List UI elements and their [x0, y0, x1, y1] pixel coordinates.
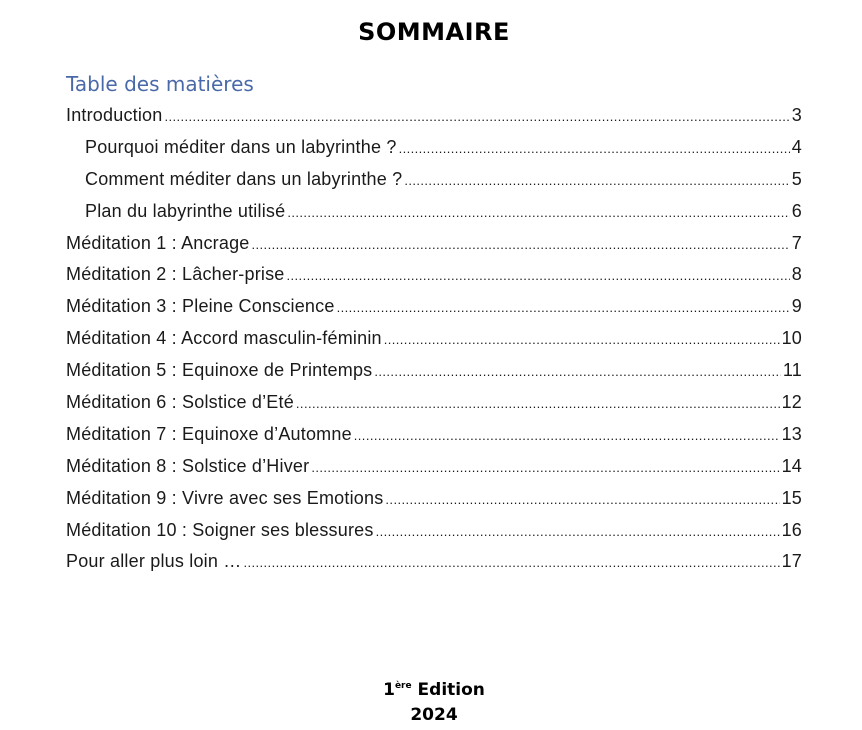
toc-entry-meditation-8[interactable] — [66, 451, 802, 483]
toc-entry-label: Pourquoi méditer dans un labyrinthe ? — [85, 136, 397, 157]
toc-entry-page: 17 — [781, 551, 802, 572]
edition-number: 1 — [383, 680, 395, 700]
toc-dot-leader — [296, 388, 780, 420]
toc-dot-leader — [376, 516, 780, 548]
toc-entry-page: 5 — [791, 168, 802, 189]
toc-entry-introduction[interactable] — [66, 100, 802, 132]
toc-entry-pourquoi[interactable] — [66, 132, 802, 164]
toc-dot-leader — [384, 324, 780, 356]
toc-dot-leader — [164, 101, 789, 133]
toc-entry-meditation-7[interactable] — [66, 419, 802, 451]
toc-entry-page: 15 — [781, 487, 802, 508]
toc-entry-meditation-2[interactable] — [66, 259, 802, 291]
toc-entry-label: Pour aller plus loin … — [66, 551, 242, 572]
toc-entry-page: 12 — [781, 392, 802, 413]
toc-entry-comment[interactable] — [66, 164, 802, 196]
toc-entry-page: 7 — [791, 232, 802, 253]
edition-year: 2024 — [410, 705, 458, 725]
toc-entry-label: Méditation 3 : Pleine Conscience — [66, 296, 335, 317]
toc-entry-label: Méditation 10 : Soigner ses blessures — [66, 519, 374, 540]
toc-entry-pour-aller-plus-loin[interactable] — [66, 546, 802, 578]
toc-dot-leader — [399, 133, 790, 165]
toc-entry-label: Méditation 6 : Solstice d’Eté — [66, 392, 294, 413]
edition-label: Edition — [417, 680, 485, 700]
toc-entry-page: 10 — [781, 328, 802, 349]
toc-heading: Table des matières — [66, 72, 254, 96]
edition-line — [0, 674, 862, 703]
toc-dot-leader — [337, 292, 790, 324]
edition-ordinal-suffix: ère — [394, 681, 412, 691]
toc-entry-page: 9 — [791, 296, 802, 317]
page-title: SOMMAIRE — [358, 18, 510, 46]
toc-dot-leader — [252, 229, 790, 261]
toc-entry-meditation-3[interactable] — [66, 291, 802, 323]
toc-entry-label: Plan du labyrinthe utilisé — [85, 200, 286, 221]
toc-entry-page: 6 — [791, 200, 802, 221]
toc-entry-meditation-10[interactable] — [66, 515, 802, 547]
toc-entry-label: Méditation 5 : Equinoxe de Printemps — [66, 360, 373, 381]
toc-dot-leader — [354, 420, 780, 452]
toc-entry-page: 11 — [782, 360, 802, 381]
toc-dot-leader — [374, 356, 781, 388]
table-of-contents — [66, 100, 802, 578]
toc-entry-plan[interactable] — [66, 196, 802, 228]
toc-entry-page: 14 — [781, 455, 802, 476]
toc-entry-page: 13 — [781, 423, 802, 444]
toc-entry-page: 4 — [791, 136, 802, 157]
toc-dot-leader — [385, 484, 779, 516]
toc-entry-page: 16 — [781, 519, 802, 540]
toc-entry-meditation-1[interactable] — [66, 228, 802, 260]
toc-entry-label: Comment méditer dans un labyrinthe ? — [85, 168, 403, 189]
toc-dot-leader — [287, 197, 789, 229]
toc-entry-meditation-6[interactable] — [66, 387, 802, 419]
toc-dot-leader — [404, 165, 789, 197]
toc-entry-meditation-9[interactable] — [66, 483, 802, 515]
edition-block — [0, 674, 862, 728]
toc-entry-label: Méditation 2 : Lâcher-prise — [66, 264, 285, 285]
toc-entry-meditation-4[interactable] — [66, 323, 802, 355]
toc-entry-label: Méditation 8 : Solstice d’Hiver — [66, 455, 310, 476]
toc-dot-leader — [243, 547, 779, 579]
toc-entry-label: Méditation 4 : Accord masculin-féminin — [66, 328, 382, 349]
toc-entry-label: Introduction — [66, 105, 163, 125]
toc-entry-page: 8 — [791, 264, 802, 285]
toc-entry-meditation-5[interactable] — [66, 355, 802, 387]
toc-entry-label: Méditation 7 : Equinoxe d’Automne — [66, 423, 352, 444]
toc-entry-label: Méditation 1 : Ancrage — [66, 232, 250, 253]
toc-dot-leader — [311, 452, 779, 484]
toc-entry-label: Méditation 9 : Vivre avec ses Emotions — [66, 487, 384, 508]
toc-dot-leader — [287, 260, 790, 292]
toc-entry-page: 3 — [791, 105, 802, 125]
